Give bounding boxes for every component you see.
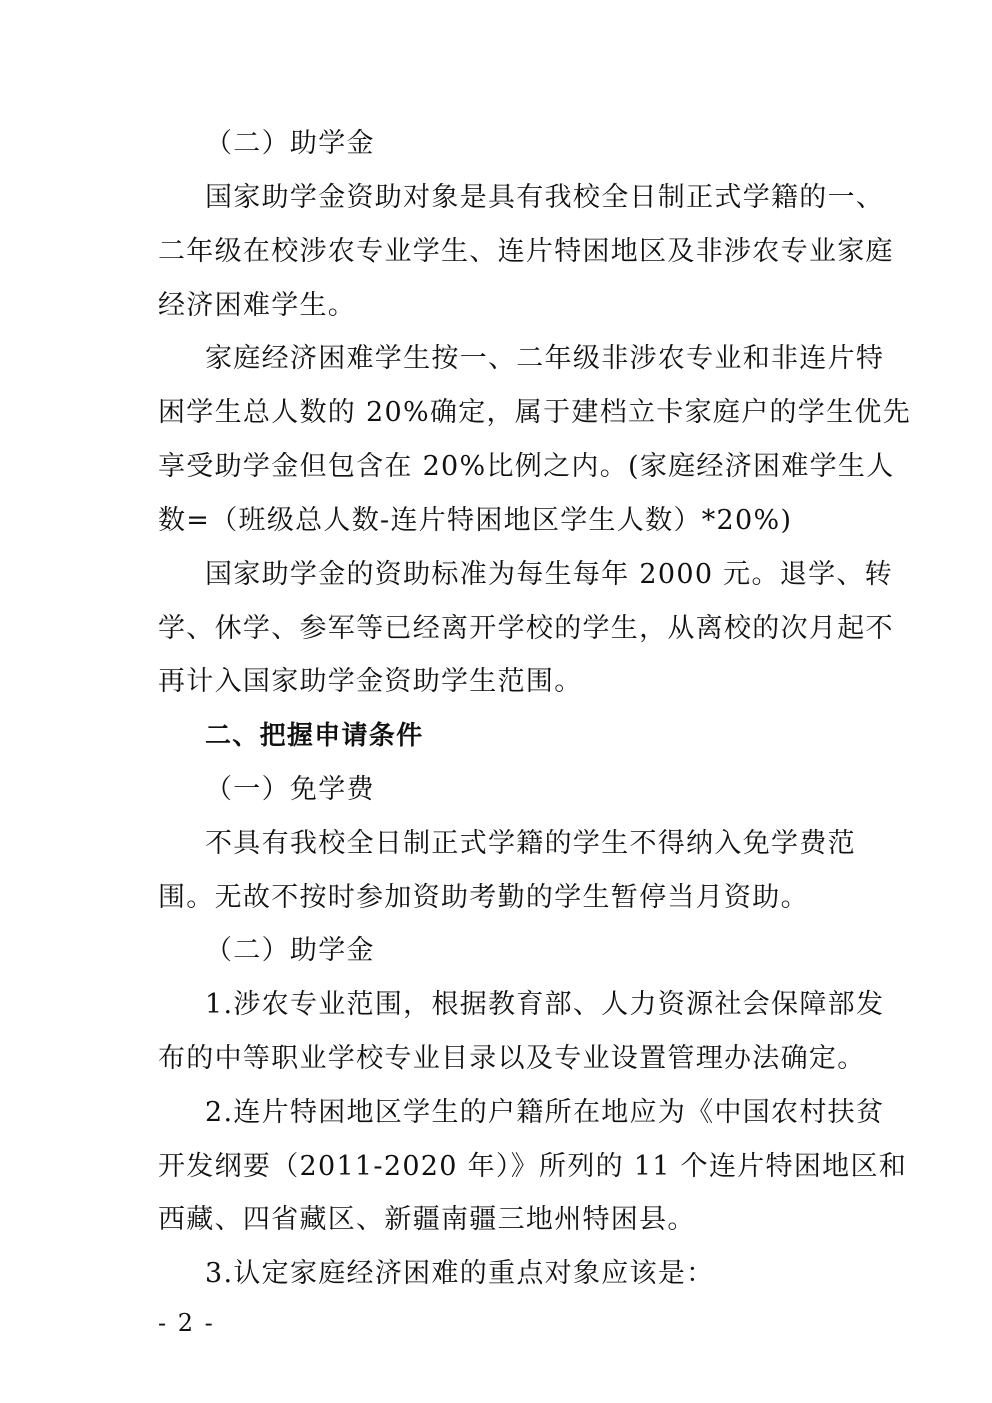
paragraph-line: 学、休学、参军等已经离开学校的学生，从离校的次月起不 [158,613,894,644]
paragraph-line: 国家助学金的资助标准为每生每年 2000 元。退学、转 [205,559,893,590]
paragraph-line: 开发纲要（2011-2020 年）》所列的 11 个连片特困地区和 [158,1151,908,1182]
paragraph-line: 再计入国家助学金资助学生范围。 [158,666,583,697]
paragraph-line: 2.连片特困地区学生的户籍所在地应为《中国农村扶贫 [205,1097,885,1128]
subsection-heading-grants: （二）助学金 [205,128,375,159]
paragraph-line: 享受助学金但包含在 20%比例之内。(家庭经济困难学生人 [158,451,895,482]
paragraph-line: 国家助学金资助对象是具有我校全日制正式学籍的一、 [205,182,885,213]
paragraph-line: 经济困难学生。 [158,290,357,321]
paragraph-line: 家庭经济困难学生按一、二年级非涉农专业和非连片特 [205,343,885,374]
paragraph-line: 1.涉农专业范围，根据教育部、人力资源社会保障部发 [205,989,885,1020]
section-heading-application-conditions: 二、把握申请条件 [205,721,424,751]
subsection-heading-tuition-exemption: （一）免学费 [205,774,375,805]
paragraph-line: 布的中等职业学校专业目录以及专业设置管理办法确定。 [158,1043,866,1074]
paragraph-line: 不具有我校全日制正式学籍的学生不得纳入免学费范 [205,828,856,859]
subsection-heading-grants: （二）助学金 [205,935,375,966]
page-number: - 2 - [158,1309,215,1337]
paragraph-line: 数=（班级总人数-连片特困地区学生人数）*20%) [158,505,793,536]
paragraph-line: 二年级在校涉农专业学生、连片特困地区及非涉农专业家庭 [158,236,894,267]
paragraph-line: 围。无故不按时参加资助考勤的学生暂停当月资助。 [158,882,809,913]
paragraph-line: 西藏、四省藏区、新疆南疆三地州特困县。 [158,1204,696,1235]
paragraph-line: 3.认定家庭经济困难的重点对象应该是： [205,1258,715,1289]
paragraph-line: 困学生总人数的 20%确定，属于建档立卡家庭户的学生优先 [158,397,911,428]
